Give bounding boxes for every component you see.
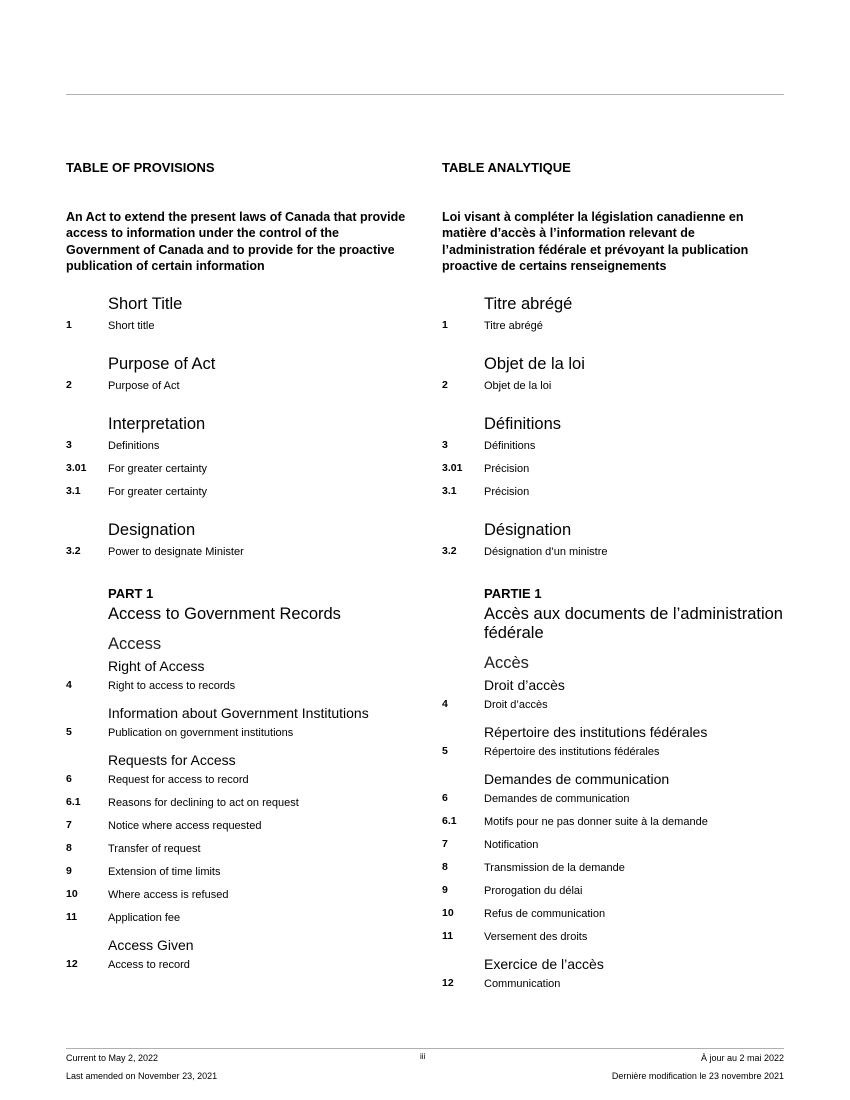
section-label[interactable]: Communication [484,978,561,990]
section-label[interactable]: Reasons for declining to act on request [108,797,299,809]
heading-interpretation: Définitions [484,415,562,433]
section-label[interactable]: Prorogation du délai [484,885,583,897]
section-label[interactable]: For greater certainty [108,486,208,498]
section-label[interactable]: Définitions [484,440,536,452]
provision-entry[interactable] [66,679,411,702]
entries-access-given [66,958,411,981]
provision-entry[interactable] [66,796,411,819]
provision-entry[interactable] [66,379,411,402]
section-number: 4 [66,679,72,691]
heading-short-title: Titre abrégé [484,295,573,313]
provision-entry[interactable] [442,379,787,402]
section-number: 1 [66,319,72,331]
section-label[interactable]: Précision [484,463,530,475]
section-label[interactable]: Access to record [108,959,190,971]
section-label[interactable]: Definitions [108,440,160,452]
section-number: 3.2 [66,545,81,557]
provision-entry[interactable] [66,439,411,462]
heading-requests: Requests for Access [108,752,236,768]
footer-current-to: Current to May 2, 2022 [66,1053,159,1063]
section-label[interactable]: Refus de communication [484,908,606,920]
section-label[interactable]: Transfer of request [108,843,201,855]
section-number: 11 [442,930,454,942]
act-long-title: An Act to extend the present laws of Canada that provide access to information under the control of the Government of Canada and to provide for the proactive publication of certain information [66,210,406,273]
page-number: iii [420,1052,426,1061]
section-number: 10 [66,888,78,900]
french-column [442,160,787,1000]
section-number: 6 [66,773,72,785]
footer-last-amended: Last amended on November 23, 2021 [66,1071,218,1081]
section-number: 9 [66,865,72,877]
footer-a-jour: À jour au 2 mai 2022 [700,1053,784,1063]
entries-right-of-access [66,679,411,702]
entries-access-given [442,977,787,1000]
section-label[interactable]: Demandes de communication [484,793,630,805]
section-label[interactable]: Versement des droits [484,931,588,943]
entries-purpose [442,379,787,402]
provision-entry[interactable] [66,819,411,842]
provision-entry[interactable] [66,545,411,568]
provision-entry[interactable] [442,792,787,815]
provision-entry[interactable] [66,462,411,485]
provision-entry[interactable] [442,861,787,884]
heading-right-of-access: Droit d’accès [484,677,565,693]
entries-purpose [66,379,411,402]
section-number: 3 [66,439,72,451]
part-title: Access to Government Records [108,605,341,623]
toc-title: TABLE OF PROVISIONS [66,160,215,175]
heading-requests: Demandes de communication [484,771,670,787]
provision-entry[interactable] [66,485,411,508]
provision-entry[interactable] [66,319,411,342]
section-label[interactable]: Power to designate Minister [108,546,244,558]
section-label[interactable]: Purpose of Act [108,380,180,392]
entries-short-title [442,319,787,342]
heading-access-given: Exercice de l’accès [484,956,604,972]
toc-title: TABLE ANALYTIQUE [442,160,571,175]
heading-purpose: Purpose of Act [108,355,216,373]
entries-short-title [66,319,411,342]
provision-entry[interactable] [442,884,787,907]
heading-info-institutions: Information about Government Institutions [108,705,369,721]
entries-right-of-access [442,698,787,721]
heading-designation: Désignation [484,521,572,539]
section-number: 3.1 [442,485,457,497]
entries-interpretation [66,439,411,508]
entries-interpretation [442,439,787,508]
entries-designation [442,545,787,568]
section-number: 9 [442,884,448,896]
heading-interpretation: Interpretation [108,415,206,433]
section-label[interactable]: Right to access to records [108,680,236,692]
section-label[interactable]: Publication on government institutions [108,727,294,739]
section-label[interactable]: Transmission de la demande [484,862,625,874]
provision-entry[interactable] [442,930,787,953]
section-number: 12 [442,977,454,989]
section-number: 3.2 [442,545,457,557]
section-label[interactable]: Request for access to record [108,774,249,786]
provision-entry[interactable] [442,698,787,721]
heading-purpose: Objet de la loi [484,355,585,373]
heading-right-of-access: Right of Access [108,658,205,674]
heading-info-institutions: Répertoire des institutions fédérales [484,724,708,740]
section-number: 2 [442,379,448,391]
bottom-divider [66,1048,784,1049]
section-number: 5 [442,745,448,757]
section-label[interactable]: Application fee [108,912,181,924]
provision-entry[interactable] [66,958,411,981]
section-label[interactable]: Droit d’accès [484,699,548,711]
entries-requests [442,792,787,953]
heading-access-given: Access Given [108,937,194,953]
section-number: 8 [66,842,72,854]
section-number: 3.01 [442,462,463,474]
section-number: 4 [442,698,448,710]
section-label[interactable]: Extension of time limits [108,866,221,878]
heading-designation: Designation [108,521,196,539]
section-label[interactable]: For greater certainty [108,463,208,475]
heading-short-title: Short Title [108,295,183,313]
section-number: 3.1 [66,485,81,497]
entries-requests [66,773,411,934]
section-number: 3.01 [66,462,87,474]
provision-entry[interactable] [442,462,787,485]
act-long-title: Loi visant à compléter la législation canadienne en matière d’accès à l’information relevant de l’administration fédérale et prévoyant la publication proactive de certains renseignements [442,210,749,273]
provision-entry[interactable] [66,865,411,888]
provision-entry[interactable] [66,773,411,796]
provision-entry[interactable] [442,319,787,342]
section-number: 6.1 [66,796,81,808]
footer-derniere-modification: Dernière modification le 23 novembre 2021 [611,1071,784,1081]
provision-entry[interactable] [442,838,787,861]
provision-entry[interactable] [442,485,787,508]
part-label: PART 1 [108,586,154,601]
provision-entry[interactable] [442,745,787,768]
part-title: Accès aux documents de l’administration fédérale [484,605,783,642]
section-label[interactable]: Notification [484,839,539,851]
section-label[interactable]: Where access is refused [108,889,229,901]
provision-entry[interactable] [442,545,787,568]
section-number: 6 [442,792,448,804]
section-number: 8 [442,861,448,873]
entries-info-institutions [442,745,787,768]
section-label[interactable]: Objet de la loi [484,380,552,392]
provision-entry[interactable] [442,907,787,930]
section-label[interactable]: Répertoire des institutions fédérales [484,746,660,758]
section-number: 5 [66,726,72,738]
provision-entry[interactable] [442,977,787,1000]
section-label[interactable]: Précision [484,486,530,498]
entries-info-institutions [66,726,411,749]
section-number: 3 [442,439,448,451]
section-number: 7 [66,819,72,831]
provision-entry[interactable] [66,888,411,911]
entries-designation [66,545,411,568]
section-number: 7 [442,838,448,850]
heading-access: Accès [484,654,529,672]
english-column [66,160,411,981]
section-label[interactable]: Désignation d’un ministre [484,546,608,558]
section-label[interactable]: Short title [108,320,155,332]
top-divider [66,94,784,95]
part-label: PARTIE 1 [484,586,542,601]
section-label[interactable]: Titre abrégé [484,320,543,332]
section-label[interactable]: Notice where access requested [108,820,262,832]
provision-entry[interactable] [442,815,787,838]
provision-entry[interactable] [66,911,411,934]
section-number: 12 [66,958,78,970]
section-label[interactable]: Motifs pour ne pas donner suite à la demande [484,816,708,828]
section-number: 11 [66,911,78,923]
section-number: 10 [442,907,454,919]
section-number: 1 [442,319,448,331]
section-number: 6.1 [442,815,457,827]
provision-entry[interactable] [442,439,787,462]
provision-entry[interactable] [66,726,411,749]
provision-entry[interactable] [66,842,411,865]
heading-access: Access [108,635,162,653]
section-number: 2 [66,379,72,391]
